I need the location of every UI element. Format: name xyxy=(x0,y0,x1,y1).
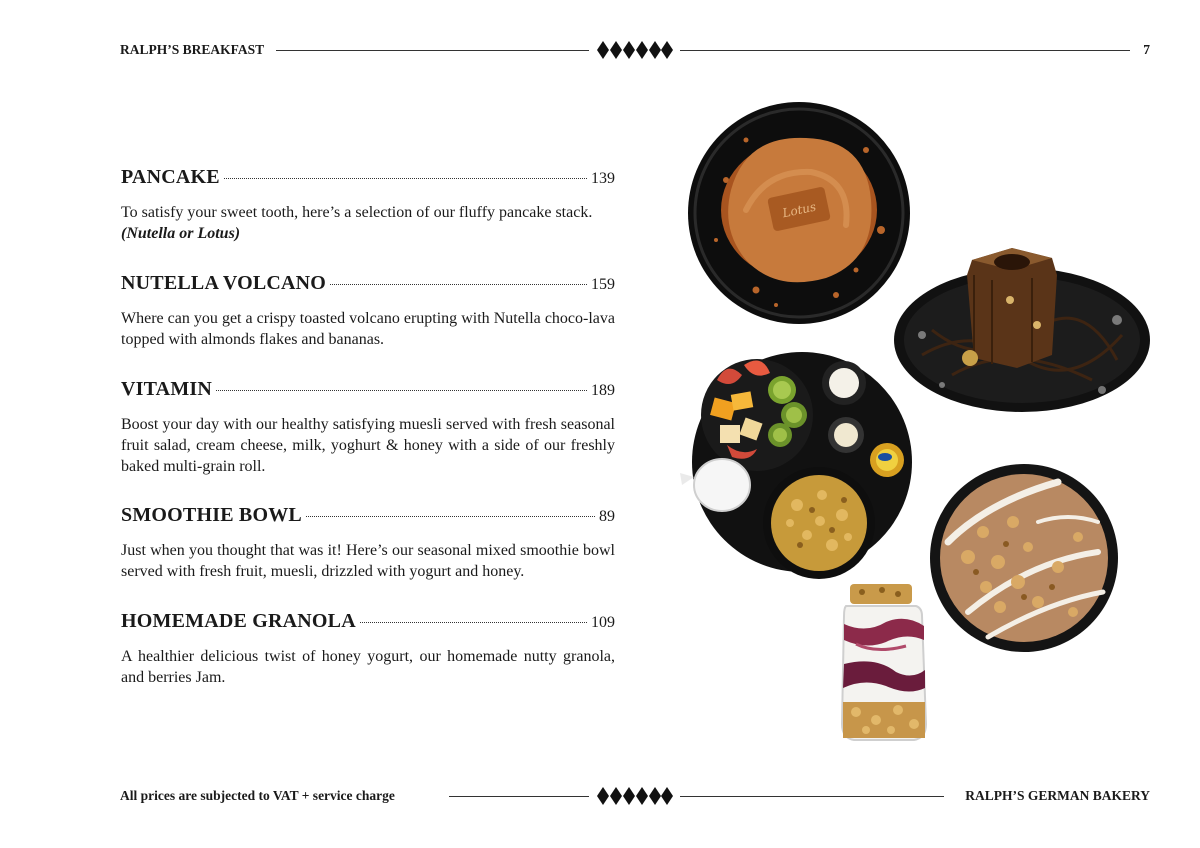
item-name: HOMEMADE GRANOLA xyxy=(121,610,356,632)
nutella-volcano-photo xyxy=(892,240,1152,415)
section-title: RALPH’S BREAKFAST xyxy=(120,42,265,57)
item-price: 159 xyxy=(591,276,615,293)
menu-item-pancake xyxy=(121,166,615,244)
diamond-ornament-icon xyxy=(597,787,673,805)
pancake-photo xyxy=(686,100,912,326)
header-rule-left xyxy=(276,50,589,51)
item-name: NUTELLA VOLCANO xyxy=(121,272,327,294)
page-header xyxy=(120,40,1150,60)
page-footer xyxy=(120,786,1150,806)
item-price: 139 xyxy=(591,170,615,187)
menu-item-nutella-volcano xyxy=(121,272,615,350)
item-description: Just when you thought that was it! Here’s our seasonal mixed smoothie bowl served with fresh fruit, muesli, drizzled with yogurt and honey. xyxy=(121,542,615,580)
item-price: 189 xyxy=(591,382,615,399)
item-name: VITAMIN xyxy=(121,378,213,400)
dot-leader xyxy=(224,178,587,179)
item-description: Boost your day with our healthy satisfying muesli served with fresh seasonal fruit salad, cream cheese, milk, yoghurt & honey with a side of our freshly baked multi-grain roll. xyxy=(121,416,615,475)
dot-leader xyxy=(306,516,595,517)
dot-leader xyxy=(216,390,587,391)
header-rule-right xyxy=(680,50,1130,51)
item-note: (Nutella or Lotus) xyxy=(121,225,241,242)
menu-item-vitamin xyxy=(121,378,615,477)
item-name: PANCAKE xyxy=(121,166,220,188)
page-number: 7 xyxy=(1143,42,1150,57)
footer-rule-right xyxy=(680,796,944,797)
menu-item-smoothie-bowl xyxy=(121,504,615,582)
vat-note: All prices are subjected to VAT + service charge xyxy=(120,788,395,803)
menu-item-homemade-granola xyxy=(121,610,615,688)
item-description xyxy=(121,202,615,244)
granola-jar-photo xyxy=(836,584,932,742)
bakery-brand: RALPH’S GERMAN BAKERY xyxy=(965,788,1150,803)
description-text: To satisfy your sweet tooth, here’s a selection of our fluffy pancake stack. xyxy=(121,204,593,221)
dot-leader xyxy=(330,284,587,285)
footer-rule-left xyxy=(449,796,589,797)
vitamin-tray-photo xyxy=(672,345,914,581)
dot-leader xyxy=(360,622,587,623)
item-description: Where can you get a crispy toasted volcano erupting with Nutella choco-lava topped with almonds flakes and bananas. xyxy=(121,310,615,348)
lotus-biscuit-label: Lotus xyxy=(781,199,818,221)
diamond-ornament-icon xyxy=(597,41,673,59)
item-price: 109 xyxy=(591,614,615,631)
smoothie-bowl-photo xyxy=(928,462,1120,654)
item-description: A healthier delicious twist of honey yogurt, our homemade nutty granola, and berries Jam. xyxy=(121,648,615,686)
item-name: SMOOTHIE BOWL xyxy=(121,504,302,526)
item-price: 89 xyxy=(599,508,615,525)
